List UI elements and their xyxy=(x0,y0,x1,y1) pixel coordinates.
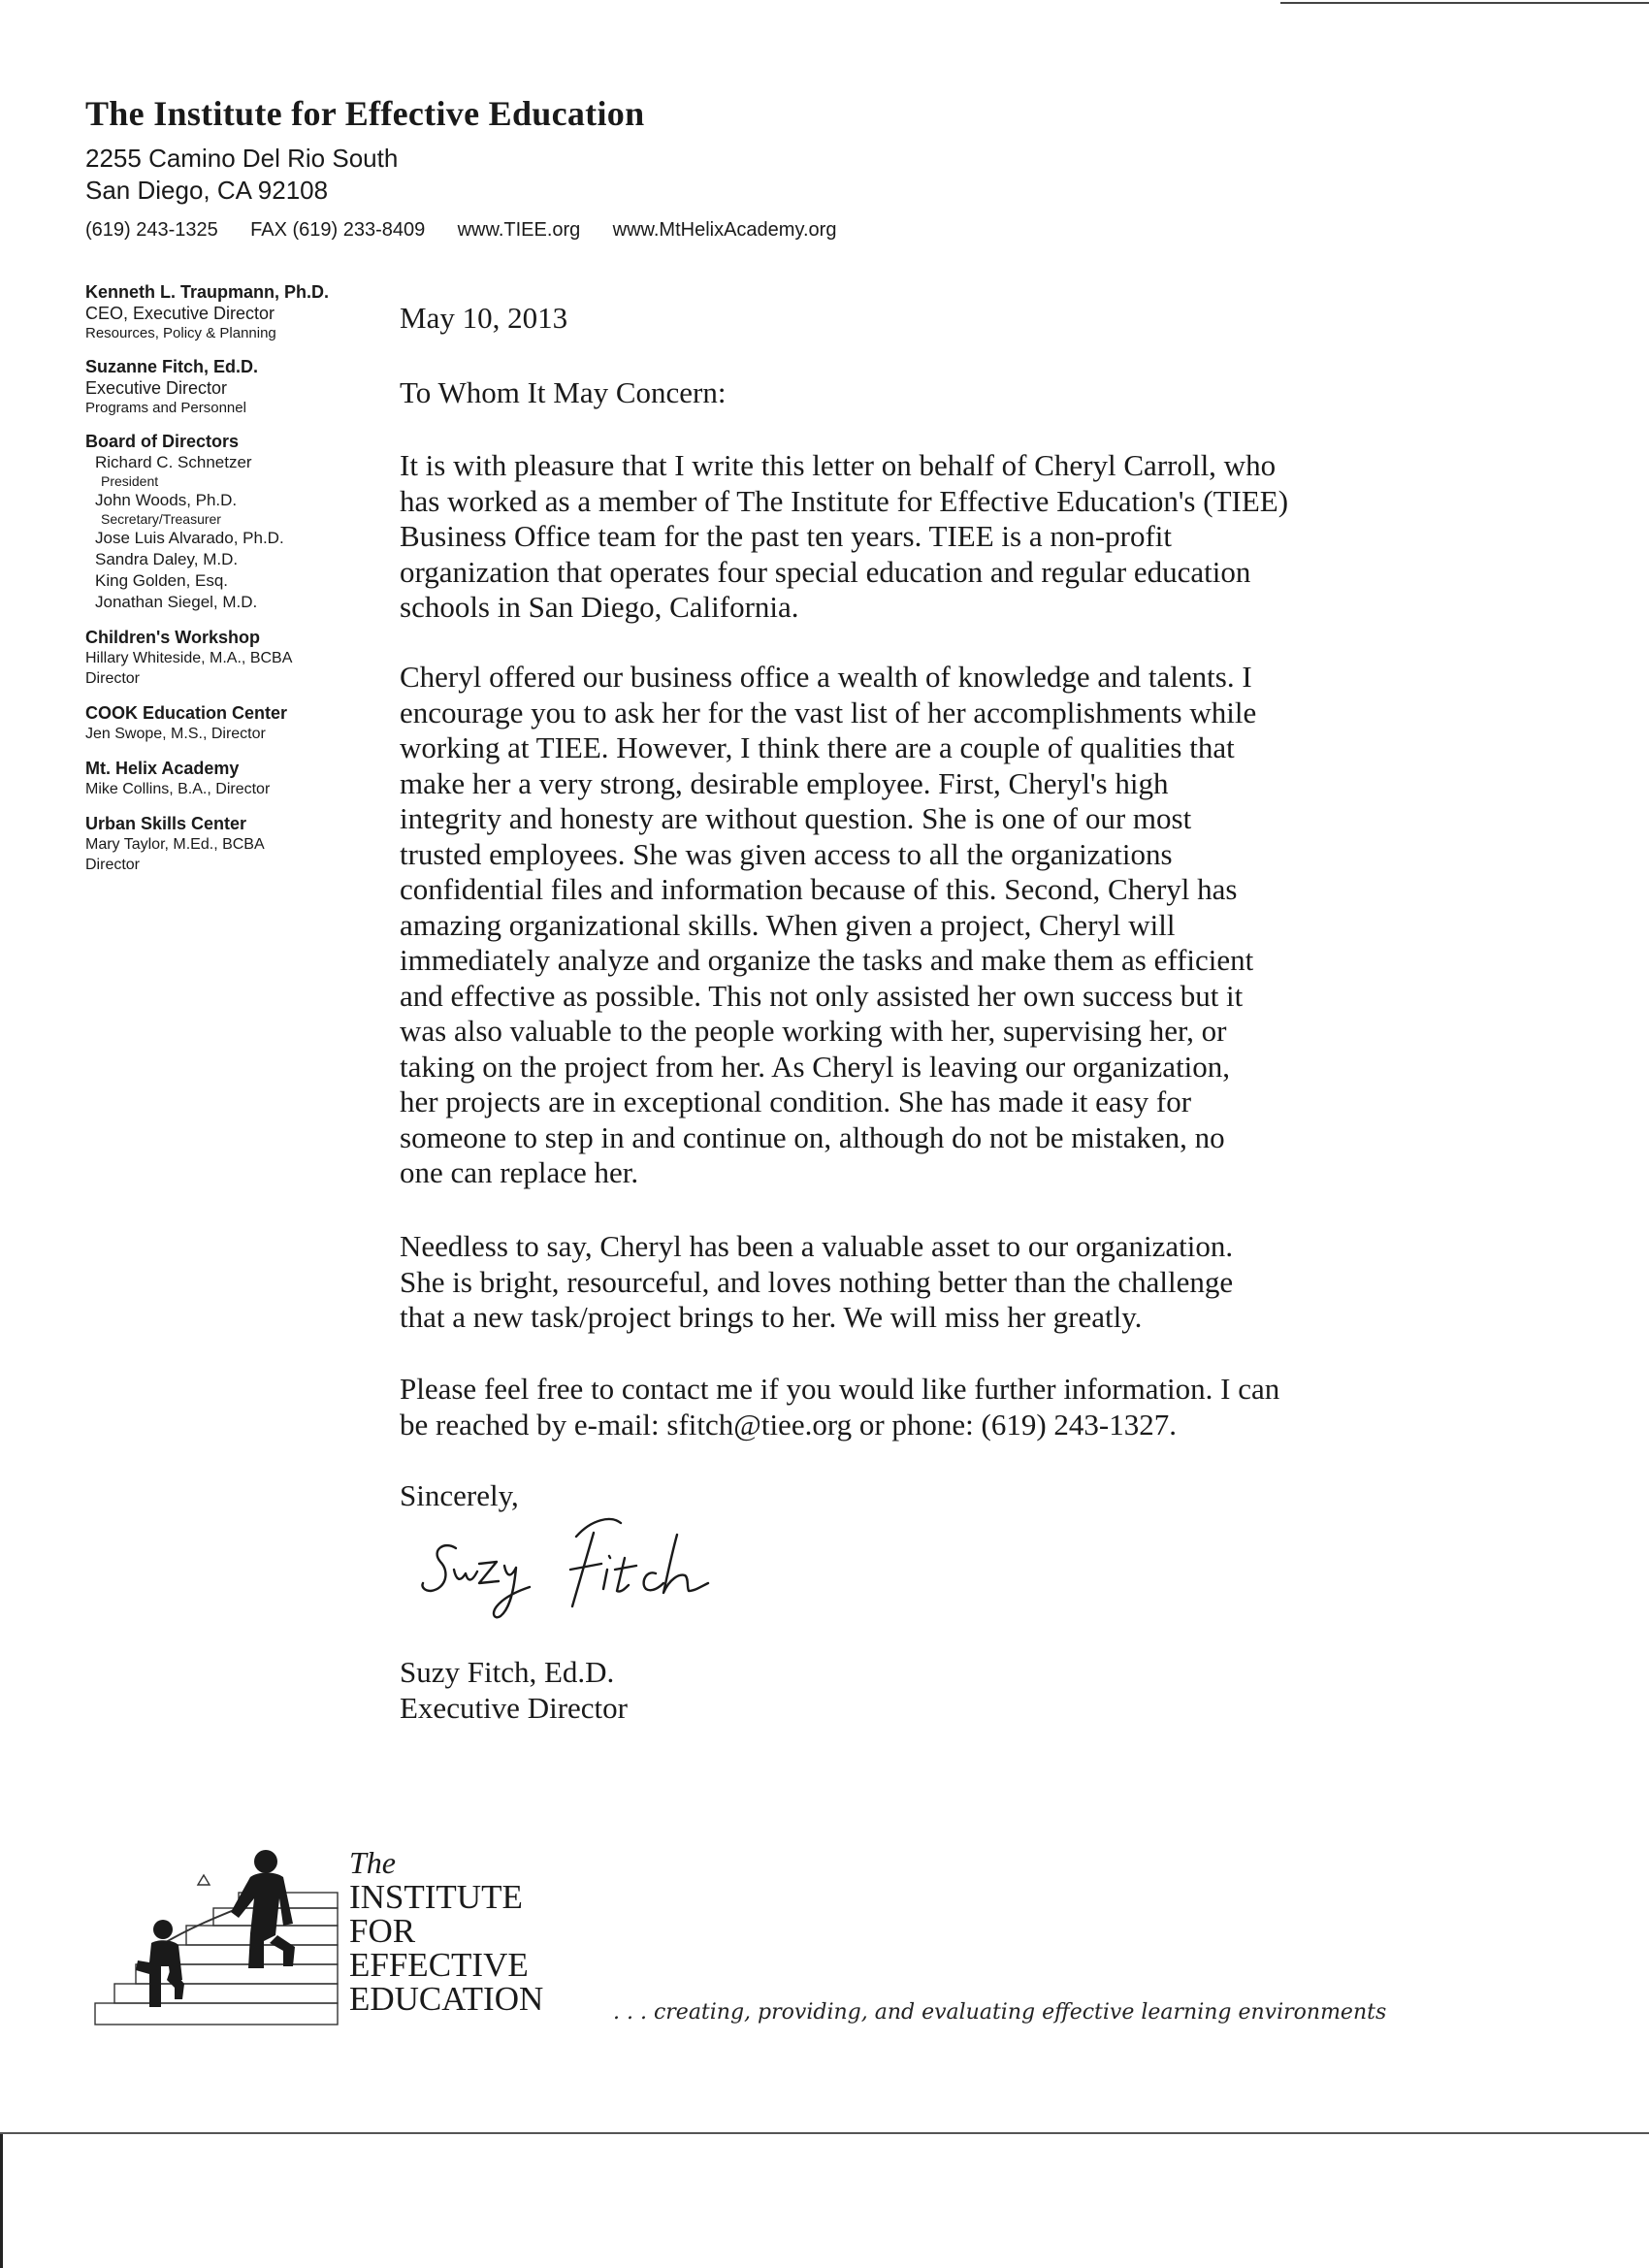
letter-line: working at TIEE. However, I think there are a couple of qualities that xyxy=(400,730,1235,764)
school-director-title: Director xyxy=(85,857,141,873)
logo-line: EDUCATION xyxy=(349,1980,544,2018)
letter-line: It is with pleasure that I write this letter on behalf of Cheryl Carroll, who xyxy=(400,448,1277,482)
board-member: Jonathan Siegel, M.D. xyxy=(95,593,258,611)
school-childrens-workshop xyxy=(85,627,376,689)
website-tiee[interactable]: www.TIEE.org xyxy=(457,219,581,241)
board-member: Richard C. Schnetzer xyxy=(95,453,252,471)
school-director: Mike Collins, B.A., Director xyxy=(85,781,271,797)
phone: (619) 243-1325 xyxy=(85,219,218,241)
board-member-role: Secretary/Treasurer xyxy=(101,511,221,527)
exec-title: CEO, Executive Director xyxy=(85,304,275,323)
exec-subtitle: Programs and Personnel xyxy=(85,400,246,416)
letter-line: and effective as possible. This not only assisted her own success but it xyxy=(400,978,1244,1013)
exec-traupmann xyxy=(85,281,376,342)
letter-line: Business Office team for the past ten years. TIEE is a non-profit xyxy=(400,519,1173,553)
letter-line: confidential files and information because of this. Second, Cheryl has xyxy=(400,872,1238,906)
scan-edge-bottom xyxy=(0,2132,1649,2134)
letter-date: May 10, 2013 xyxy=(400,301,568,335)
letter-line: integrity and honesty are without question. She is one of our most xyxy=(400,801,1192,835)
school-name: COOK Education Center xyxy=(85,703,288,723)
logo-line: FOR xyxy=(349,1912,416,1950)
letter-line: amazing organizational skills. When given a project, Cheryl will xyxy=(400,907,1176,942)
board-member: King Golden, Esq. xyxy=(95,571,229,590)
signature-image xyxy=(417,1502,766,1642)
exec-title: Executive Director xyxy=(85,378,228,398)
letter-line: trusted employees. She was given access to all the organizations xyxy=(400,836,1173,871)
letter-line: Needless to say, Cheryl has been a valuable asset to our organization. xyxy=(400,1229,1234,1263)
letter-line: Cheryl offered our business office a wealth of knowledge and talents. I xyxy=(400,660,1252,694)
board-member: Sandra Daley, M.D. xyxy=(95,550,239,568)
letter-line: Please feel free to contact me if you would like further information. I can xyxy=(400,1372,1280,1406)
scan-edge-left xyxy=(0,2134,3,2268)
letter-line: be reached by e-mail: sfitch@tiee.org or phone: (619) 243-1327. xyxy=(400,1407,1178,1442)
footer-tagline: . . . creating, providing, and evaluating effective learning environments xyxy=(613,2000,1387,2025)
letter-line: that a new task/project brings to her. We will miss her greatly. xyxy=(400,1300,1143,1334)
school-director: Jen Swope, M.S., Director xyxy=(85,726,266,742)
signer-name: Suzy Fitch, Ed.D. xyxy=(400,1655,615,1689)
school-name: Urban Skills Center xyxy=(85,814,247,833)
school-mt-helix-academy xyxy=(85,758,376,799)
school-cook-education-center xyxy=(85,702,376,744)
letter-line: She is bright, resourceful, and loves nothing better than the challenge xyxy=(400,1264,1234,1299)
org-name: The Institute for Effective Education xyxy=(85,94,645,133)
school-urban-skills-center xyxy=(85,813,376,875)
letter-line: organization that operates four special education and regular education xyxy=(400,554,1251,589)
letter-line: someone to step in and continue on, although do not be mistaken, no xyxy=(400,1119,1225,1154)
letter-line: one can replace her. xyxy=(400,1155,639,1189)
fax: FAX (619) 233-8409 xyxy=(250,219,426,241)
school-name: Children's Workshop xyxy=(85,628,260,647)
contact-line xyxy=(85,219,836,242)
address-line-1: 2255 Camino Del Rio South xyxy=(85,144,399,173)
board-member-role: President xyxy=(101,473,159,489)
sidebar xyxy=(85,281,376,889)
logo-line: EFFECTIVE xyxy=(349,1946,529,1984)
school-director: Mary Taylor, M.Ed., BCBA xyxy=(85,836,265,853)
address-line-2: San Diego, CA 92108 xyxy=(85,176,329,205)
institute-logo-stairs-icon xyxy=(93,1838,340,2027)
school-director: Hillary Whiteside, M.A., BCBA xyxy=(85,650,293,666)
school-director-title: Director xyxy=(85,670,141,687)
exec-name: Suzanne Fitch, Ed.D. xyxy=(85,357,259,376)
logo-line: INSTITUTE xyxy=(349,1878,523,1916)
exec-fitch xyxy=(85,356,376,417)
logo-wordmark xyxy=(349,1846,543,2016)
letter-line: make her a very strong, desirable employee. First, Cheryl's high xyxy=(400,765,1169,800)
letter-line: encourage you to ask her for the vast list of her accomplishments while xyxy=(400,695,1257,729)
exec-subtitle: Resources, Policy & Planning xyxy=(85,325,276,341)
school-name: Mt. Helix Academy xyxy=(85,759,240,778)
letter-line: taking on the project from her. As Cheryl is leaving our organization, xyxy=(400,1049,1231,1084)
exec-name: Kenneth L. Traupmann, Ph.D. xyxy=(85,282,330,302)
letter-salutation: To Whom It May Concern: xyxy=(400,375,727,409)
board-heading: Board of Directors xyxy=(85,432,240,451)
letter-line: immediately analyze and organize the tasks and make them as efficient xyxy=(400,943,1254,977)
letter-paragraph-3 xyxy=(400,1229,1467,1336)
board-of-directors xyxy=(85,431,376,613)
scan-edge-top xyxy=(1280,2,1649,4)
letter-line: has worked as a member of The Institute for Effective Education's (TIEE) xyxy=(400,483,1289,518)
letter-line: schools in San Diego, California. xyxy=(400,590,799,624)
website-mthelix[interactable]: www.MtHelixAcademy.org xyxy=(612,219,837,241)
board-member: John Woods, Ph.D. xyxy=(95,491,238,509)
signer-title: Executive Director xyxy=(400,1691,628,1725)
letter-line: her projects are in exceptional condition. She has made it easy for xyxy=(400,1085,1192,1118)
letter-paragraph-1 xyxy=(400,448,1467,626)
logo-the: The xyxy=(349,1845,396,1880)
letter-closing: Sincerely, xyxy=(400,1478,519,1512)
board-member: Jose Luis Alvarado, Ph.D. xyxy=(95,529,284,547)
letter-line: was also valuable to the people working with her, supervising her, or xyxy=(400,1014,1227,1048)
letter-paragraph-4 xyxy=(400,1372,1467,1442)
letter-paragraph-2 xyxy=(400,660,1467,1191)
